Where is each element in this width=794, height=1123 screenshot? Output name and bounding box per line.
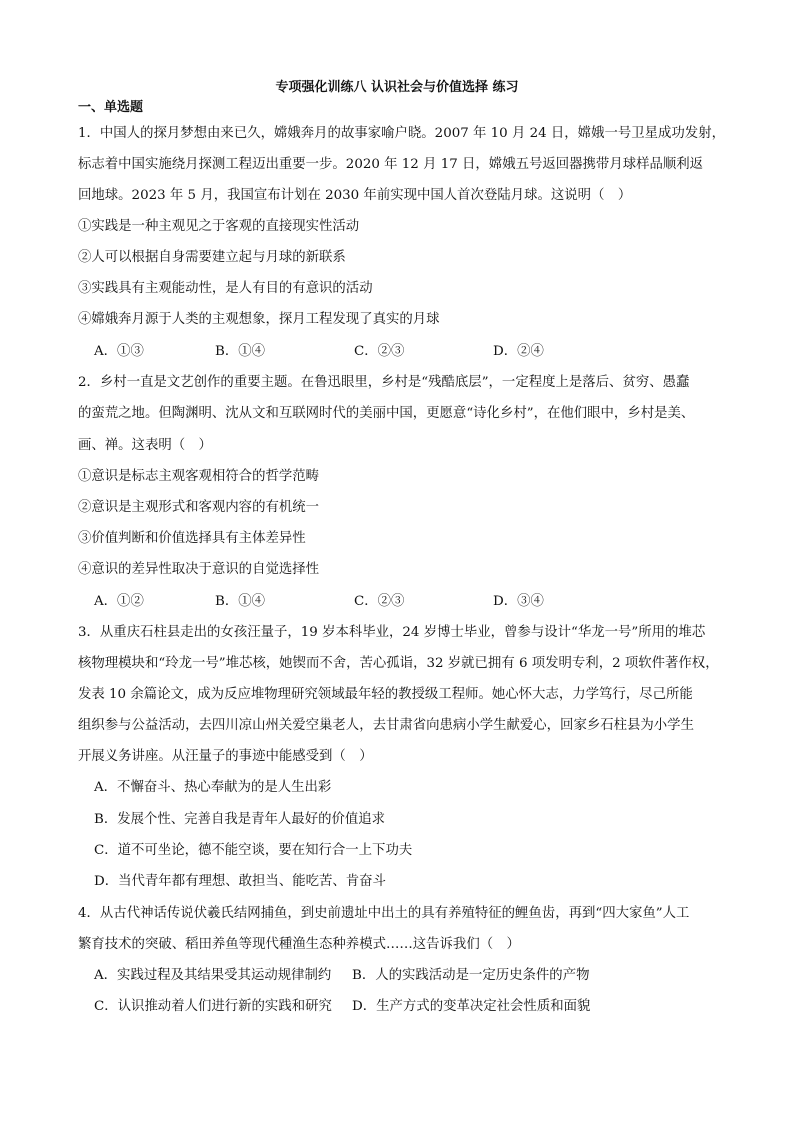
q2-stem-line-3: 画、禅。这表明（ ）: [78, 438, 212, 453]
q2-statement-1: ①意识是标志主观客观相符合的哲学范畴: [78, 469, 320, 484]
q2-option-a[interactable]: A．①②: [94, 594, 144, 609]
document-title: 专项强化训练八 认识社会与价值选择 练习: [275, 80, 519, 95]
q1-statement-3: ③实践具有主观能动性，是人有目的有意识的活动: [78, 281, 373, 296]
q4-stem-line-1: 4．从古代神话传说伏羲氏结网捕鱼，到史前遗址中出土的具有养殖特征的鲤鱼齿，再到“四大家鱼”人工: [78, 906, 690, 921]
q2-stem-line-2: 的蛮荒之地。但陶渊明、沈从文和互联网时代的美丽中国，更愿意“诗化乡村”，在他们眼中，乡村是美、: [78, 406, 695, 421]
q3-stem-line-1: 3．从重庆石柱县走出的女孩汪量子，19 岁本科毕业，24 岁博士毕业，曾参与设计“华龙一号”所用的堆芯: [78, 625, 706, 640]
q1-option-b[interactable]: B．①④: [215, 344, 266, 359]
q1-stem-line-1: 1．中国人的探月梦想由来已久，嫦娥奔月的故事家喻户晓。2007 年 10 月 24 日，嫦娥一号卫星成功发射，: [78, 126, 725, 141]
q3-option-b[interactable]: B．发展个性、完善自我是青年人最好的价值追求: [94, 812, 386, 827]
q3-stem-line-5: 开展义务讲座。从汪量子的事迹中能感受到（ ）: [78, 749, 373, 764]
q3-stem-line-3: 发表 10 余篇论文，成为反应堆物理研究领域最年轻的教授级工程师。她心怀大志，力学笃行，尽己所能: [78, 687, 693, 702]
q2-statement-3: ③价值判断和价值选择具有主体差异性: [78, 531, 306, 546]
q1-statement-2: ②人可以根据自身需要建立起与月球的新联系: [78, 250, 346, 265]
q3-option-d[interactable]: D．当代青年都有理想、敢担当、能吃苦、肯奋斗: [94, 874, 386, 889]
q3-stem-line-2: 核物理模块和“玲龙一号”堆芯核，她锲而不舍，苦心孤诣，32 岁就已拥有 6 项发明专利，2 项软件著作权，: [78, 656, 719, 671]
q4-option-c[interactable]: C．认识推动着人们进行新的实践和研究: [94, 999, 332, 1014]
q2-statement-4: ④意识的差异性取决于意识的自觉选择性: [78, 562, 320, 577]
q1-statement-1: ①实践是一种主观见之于客观的直接现实性活动: [78, 219, 360, 234]
q4-option-a[interactable]: A．实践过程及其结果受其运动规律制约: [94, 968, 332, 983]
q2-statement-2: ②意识是主观形式和客观内容的有机统一: [78, 500, 320, 515]
q2-option-c[interactable]: C．②③: [354, 594, 405, 609]
q2-option-b[interactable]: B．①④: [215, 594, 266, 609]
q3-option-a[interactable]: A．不懈奋斗、热心奉献为的是人生出彩: [94, 780, 332, 795]
q1-option-a[interactable]: A．①③: [94, 344, 144, 359]
q1-option-c[interactable]: C．②③: [354, 344, 405, 359]
q4-stem-line-2: 繁育技术的突破、稻田养鱼等现代種渔生态种养模式……这告诉我们（ ）: [78, 937, 520, 952]
q1-stem-line-3: 回地球。2023 年 5 月，我国宣布计划在 2030 年前实现中国人首次登陆月球。这说明（ ）: [78, 188, 632, 203]
q2-stem-line-1: 2．乡村一直是文艺创作的重要主题。在鲁迅眼里，乡村是“残酷底层”，一定程度上是落后、贫穷、愚蠢: [78, 375, 690, 390]
section-heading: 一、单选题: [78, 100, 144, 115]
q3-option-c[interactable]: C．道不可坐论，德不能空谈，要在知行合一上下功夫: [94, 843, 413, 858]
q1-stem-line-2: 标志着中国实施绕月探测工程迈出重要一步。2020 年 12 月 17 日，嫦娥五号返回器携带月球样品顺利返: [78, 157, 704, 172]
q2-option-d[interactable]: D．③④: [493, 594, 544, 609]
q4-option-b[interactable]: B．人的实践活动是一定历史条件的产物: [352, 968, 590, 983]
q4-option-d[interactable]: D．生产方式的变革决定社会性质和面貌: [352, 999, 591, 1014]
q3-stem-line-4: 组织参与公益活动，去四川凉山州关爱空巢老人，去甘肃省向患病小学生献爱心，回家乡石柱县为小学生: [78, 718, 694, 733]
q1-option-d[interactable]: D．②④: [493, 344, 544, 359]
q1-statement-4: ④嫦娥奔月源于人类的主观想象，探月工程发现了真实的月球: [78, 312, 440, 327]
